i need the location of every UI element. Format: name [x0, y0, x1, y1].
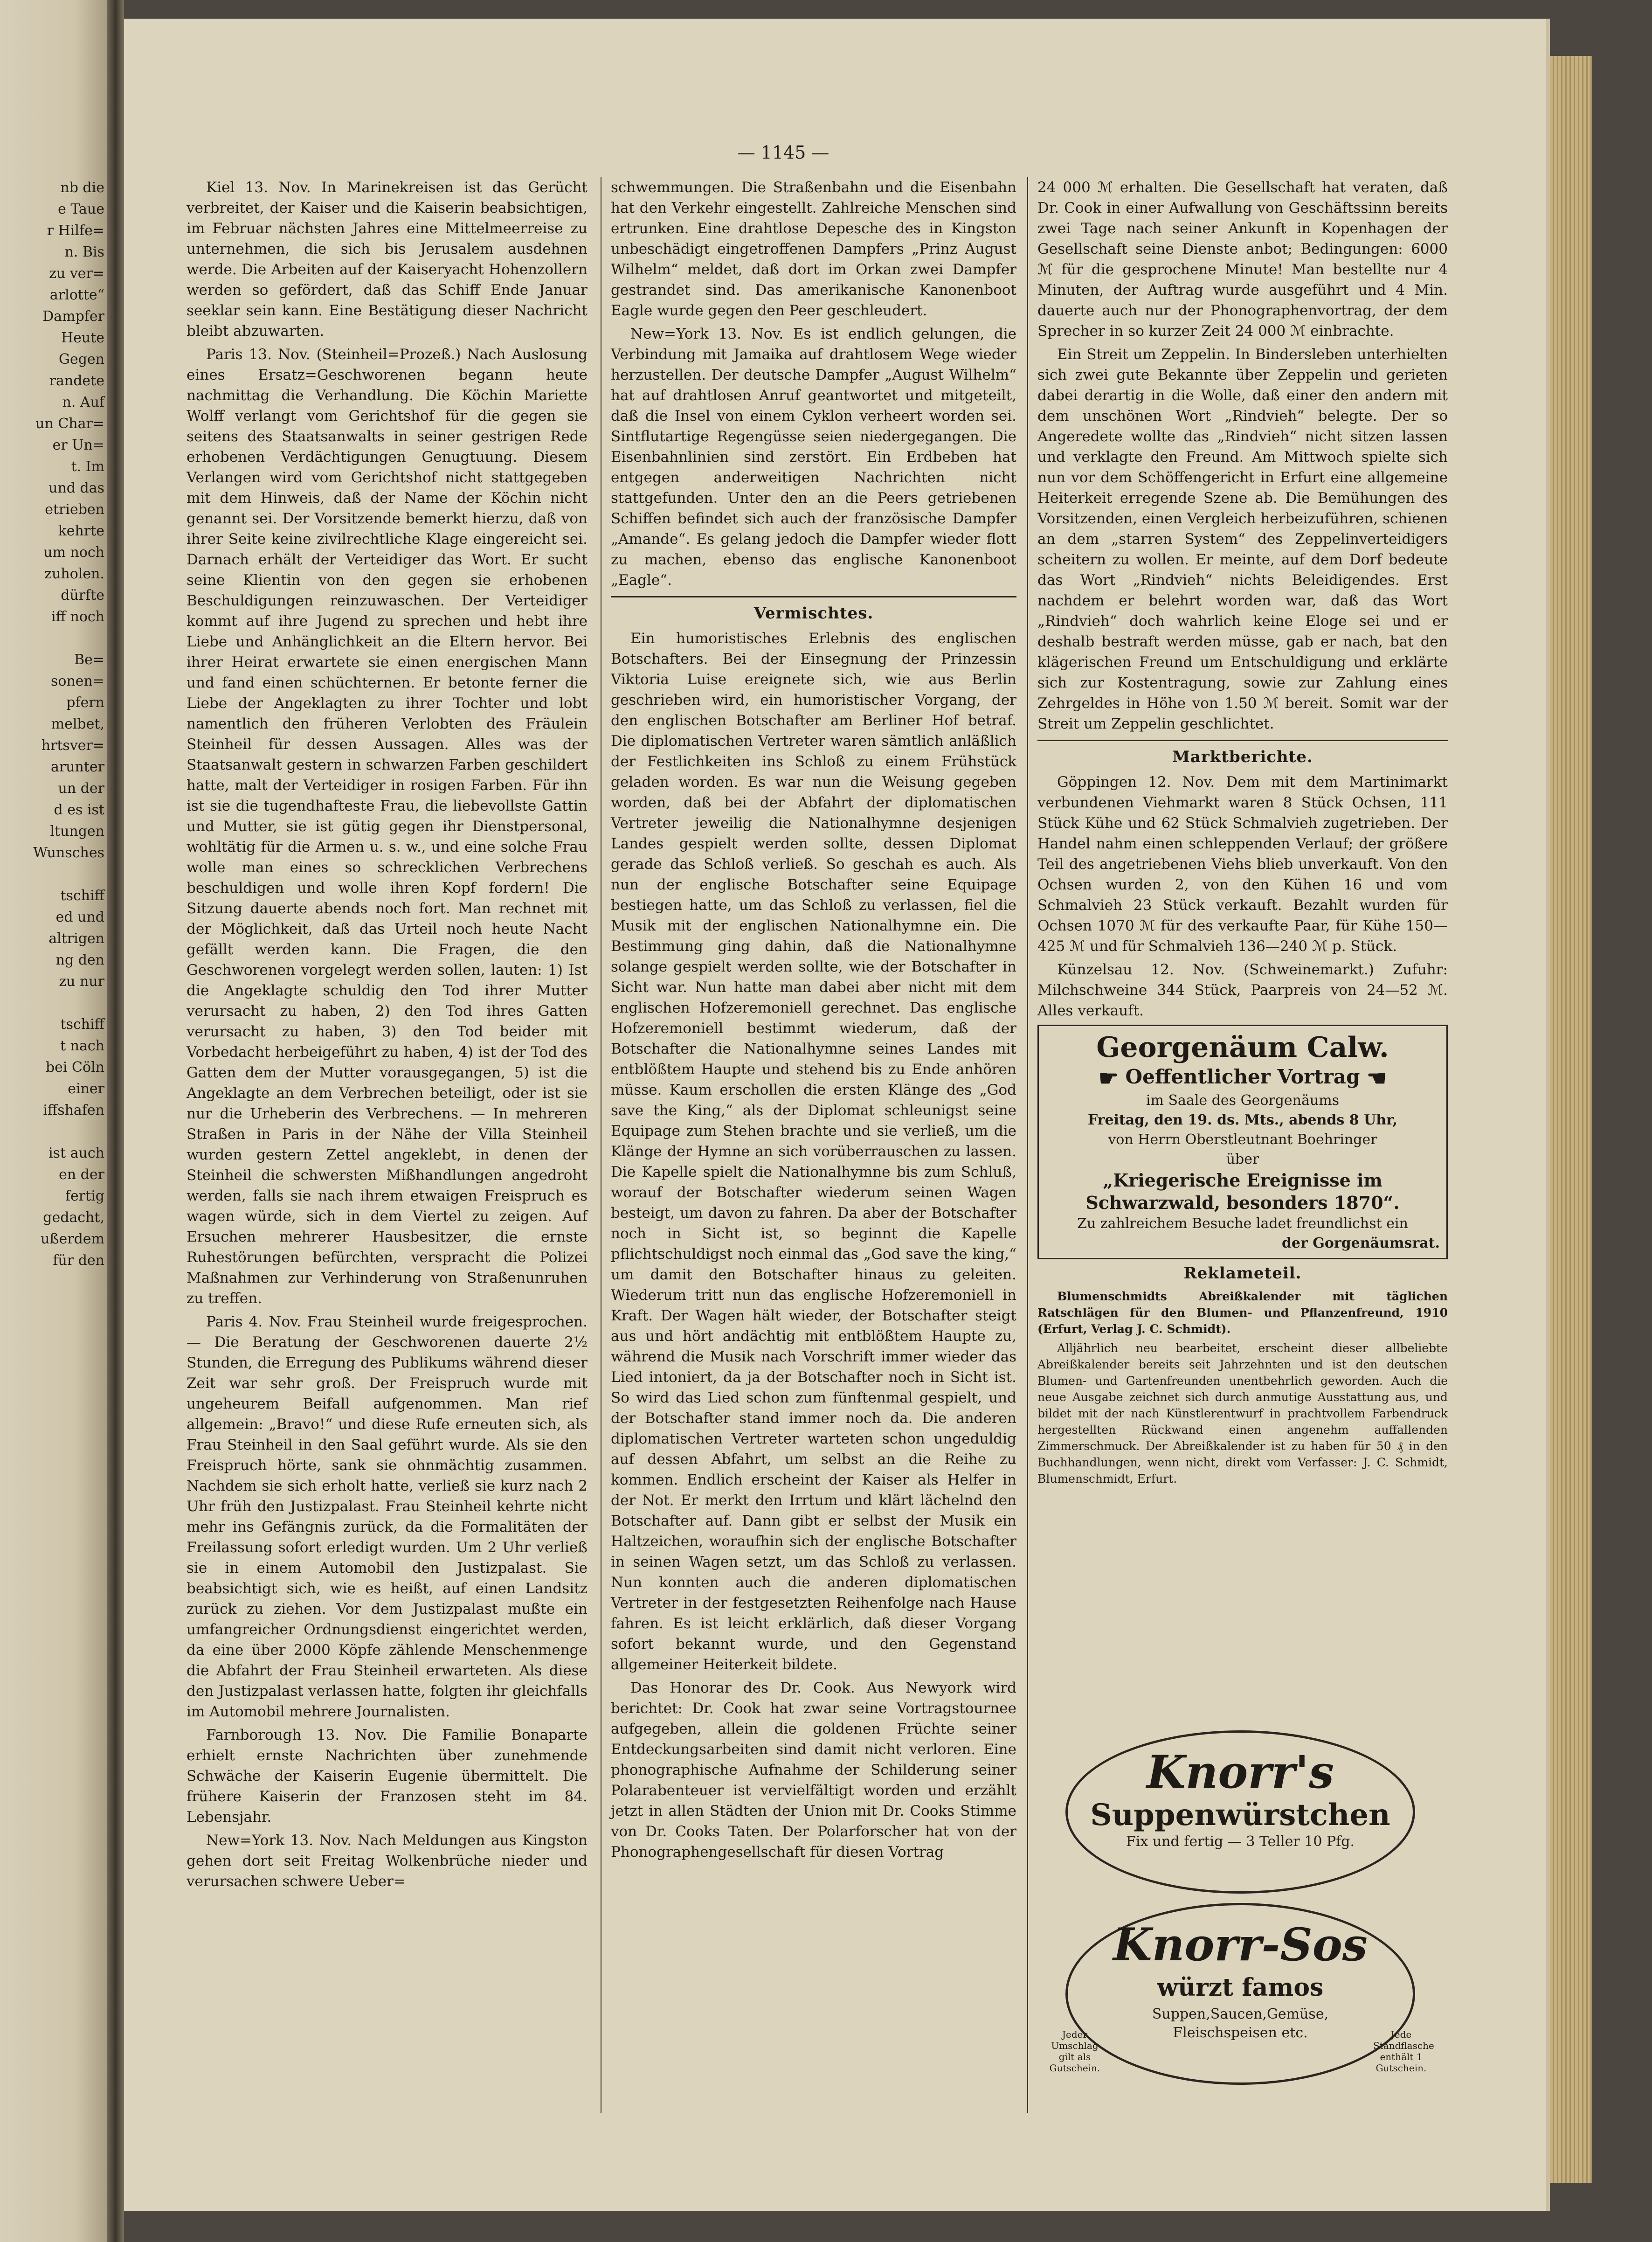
- ad-line: über: [1226, 1151, 1259, 1167]
- knorr-note-left: Jeder Umschlag gilt als Gutschein.: [1049, 2029, 1100, 2074]
- knorr-product-top: Suppenwürstchen: [1090, 1798, 1390, 1832]
- left-page-line: er Un=: [52, 437, 104, 453]
- page-edges: [1550, 56, 1592, 2183]
- ad-line: von Herrn Oberstleutnant Boehringer: [1108, 1131, 1377, 1148]
- pointing-hand-icon: ☚: [1367, 1065, 1387, 1091]
- section-heading-vermischtes: Vermischtes.: [753, 604, 874, 623]
- left-page-line: ußerdem: [41, 1231, 104, 1247]
- left-page-line: um noch: [43, 544, 104, 561]
- left-page-line: Gegen: [59, 351, 104, 368]
- article-farnborough: Farnborough 13. Nov. Die Familie Bonaparte erhielt ernste Nachrichten über zunehmende Schwäche der Kaiserin Eugenie übermittelt. Die frühere Kaiserin der Franzosen steht im 84. Lebensjahr.: [187, 1727, 588, 1826]
- ad-subtitle: Oeffentlicher Vortrag: [1125, 1065, 1360, 1088]
- knorr-advertisement: [1047, 1730, 1434, 2085]
- left-page-line: arunter: [50, 759, 104, 775]
- left-page-line: tschiff: [60, 888, 104, 904]
- left-page-line: altrigen: [48, 930, 104, 947]
- left-page-line: für den: [53, 1252, 104, 1269]
- book-gutter: [107, 0, 124, 2242]
- left-page-line: r Hilfe=: [47, 222, 104, 239]
- column-rule: [1027, 177, 1028, 2113]
- reklame-body: Alljährlich neu bearbeitet, erscheint dieser allbeliebte Abreißkalender bereits seit Jahrzehnten und ist den deutschen Blumen- und Gartenfreunden unentbehrlich geworden. Auch die neue Ausgabe zeichnet sich durch anmutige Ausstattung aus, und bildet mit der nach Künstlerentwurf in prachtvollem Farbendruck hergestellten Rückwand einen angenehm auffallenden Zimmerschmuck. Der Abreißkalender ist zu haben für 50 ₰ in den Buchhandlungen, wenn nicht, direkt vom Verfasser: J. C. Schmidt, Blumenschmidt, Erfurt.: [1037, 1341, 1448, 1485]
- article-cook-cont: 24 000 ℳ erhalten. Die Gesellschaft hat veraten, daß Dr. Cook in einer Aufwallung von Geschäftssinn bereits zwei Tage nach seiner Ankunft in Kopenhagen der Gesellschaft seine Dienste anbot; Bedingungen: 6000 ℳ für die gesprochene Minute! Man bestellte nur 4 Minuten, der Auftrag wurde ausgeführt und 4 Min. dauerte auch nur der Phonographenvortrag, der dem Sprecher in so kurzer Zeit 24 000 ℳ einbrachte.: [1037, 179, 1448, 340]
- knorr-product-bottom: würzt famos: [1157, 1973, 1324, 2002]
- left-page-line: zu nur: [59, 973, 104, 990]
- left-page-line: t. Im: [71, 458, 104, 475]
- left-page-line: melbet,: [51, 716, 104, 732]
- left-page-line: und das: [48, 480, 104, 496]
- left-page-line: Dampfer: [42, 308, 104, 325]
- left-page-line: en der: [59, 1166, 104, 1183]
- left-page-line: iffshafen: [43, 1102, 104, 1118]
- left-page-line: sonen=: [51, 673, 104, 689]
- left-page-line: t nach: [60, 1038, 104, 1054]
- ad-line: im Saale des Georgenäums: [1146, 1092, 1340, 1109]
- left-page-line: etrieben: [45, 501, 104, 518]
- left-page-line: ng den: [55, 952, 104, 968]
- ad-lecture-topic: „Kriegerische Ereignisse im Schwarzwald, besonders 1870“.: [1085, 1170, 1400, 1213]
- market-goeppingen: Göppingen 12. Nov. Dem mit dem Martinimarkt verbundenen Viehmarkt waren 8 Stück Ochsen, 111 Stück Kühe und 62 Stück Schmalvieh zugetrieben. Der Handel nahm einen schleppenden Verlauf; der größere Teil des angetriebenen Viehs blieb unverkauft. Von den Ochsen wurden 2, von den Kühen 16 und vom Schmalvieh 23 Stück verkauft. Bezahlt wurden für Ochsen 1070 ℳ für des verkaufte Paar, für Kühe 150—425 ℳ und für Schmalvieh 136—240 ℳ p. Stück.: [1037, 774, 1448, 955]
- ad-signature: der Gorgenäumsrat.: [1281, 1235, 1440, 1251]
- ad-title: Georgenäum Calw.: [1096, 1031, 1389, 1064]
- section-rule: [611, 596, 1016, 597]
- left-page-line: einer: [68, 1081, 104, 1097]
- left-page-line: e Taue: [58, 201, 104, 217]
- left-page-line: un der: [58, 780, 104, 797]
- left-page-line: gedacht,: [43, 1209, 104, 1226]
- column-1: [187, 177, 588, 1895]
- knorr-oval-bottom: [1065, 1903, 1415, 2085]
- article-cook-honorar: Das Honorar des Dr. Cook. Aus Newyork wird berichtet: Dr. Cook hat zwar seine Vortragstournee aufgegeben, allein die goldenen Früchte seiner Entdeckungsarbeiten sind damit nicht verloren. Eine phonographische Aufnahme der Schilderung seiner Polarabenteuer ist vervielfältigt worden und erzählt jetzt in allen Städten der Union mit Dr. Cooks Stimme von Dr. Cooks Taten. Der Polarforscher hat von der Phonographengesellschaft für diesen Vortrag: [611, 1680, 1016, 1860]
- left-page-line: n. Bis: [64, 244, 104, 260]
- section-heading-markt: Marktberichte.: [1172, 748, 1313, 766]
- article-ambassador: Ein humoristisches Erlebnis des englischen Botschafters. Bei der Einsegnung der Prinzessin Viktoria Luise ereignete sich, wie aus Berlin geschrieben wird, ein humoristischer Vorgang, der den englischen Botschafter am Berliner Hof betraf. Die diplomatischen Vertreter waren sämtlich anläßlich der Festlichkeiten ins Schloß zu einem Frühstück geladen worden. Es war nun die Weisung gegeben worden, daß bei der Abfahrt der diplomatischen Vertreter jeweilig die Nationalhymne desjenigen Landes gespielt werden sollte, dessen Diplomat gerade das Schloß verließ. So geschah es auch. Als nun der englische Botschafter seine Equipage bestiegen hatte, um das Schloß zu verlassen, fiel die Musik mit der englischen Nationalhymne ein. Die Bestimmung ging dahin, daß die Nationalhymne solange gespielt werden sollte, wie der Botschafter in Sicht war. Nun hatte man dabei aber nicht mit dem englischen Hofzeremoniell gerechnet. Das englische Hofzeremoniell bestimmt wiederum, daß der Botschafter die Nationalhymne seines Landes mit entblößtem Haupte und stehend bis zu Ende anhören müsse. Kaum erschollen die ersten Klänge des „God save the King,“ als der Diplomat schleunigst seine Equipage zum Stehen brachte und sie verließ, um die Klänge der Hymne an sich vorüberrauschen zu lassen. Die Kapelle spielt die Nationalhymne bis zum Schluß, worauf der Botschafter wiederum seinen Wagen besteigt, um davon zu fahren. Da aber der Botschafter noch in Sicht ist, so beginnt die Kapelle pflichtschuldigst noch einmal das „God save the king,“ um damit den Botschafter hinaus zu geleiten. Wiederum tritt nun das englische Hofzeremoniell in Kraft. Der Wagen hält wieder, der Botschafter steigt aus und hört andächtig mit entblößtem Haupte zu, während die Musik nach Vorschrift immer wieder das Lied intoniert, da ja der Botschafter noch in Sicht ist. So wird das Lied schon zum fünftenmal gespielt, und der Botschafter stand immer noch da. Die anderen diplomatischen Vertreter warteten schon ungeduldig auf dessen Abfahrt, um selbst an die Reihe zu kommen. Endlich erscheint der Kaiser als Helfer in der Not. Er merkt den Irrtum und klärt lächelnd den Botschafter auf. Dann gibt er selbst der Musik ein Haltzeichen, woraufhin sich der englische Botschafter in seinen Wagen setzt, um das Schloß zu verlassen. Nun konnten auch die anderen diplomatischen Vertreter in der festgesetzten Reihenfolge nach Hause fahren. Es ist leicht erklärlich, daß dieser Vorgang sofort bekannt wurde, und den Gegenstand allgemeiner Heiterkeit bildete.: [611, 630, 1016, 1673]
- left-page-line: Wunsches: [33, 845, 104, 861]
- left-page-line: kehrte: [58, 523, 104, 539]
- left-page-line: Heute: [61, 330, 104, 346]
- market-kuenzelsau: Künzelsau 12. Nov. (Schweinemarkt.) Zufuhr: Milchschweine 344 Stück, Paarpreis von 24—52 ℳ. Alles verkauft.: [1037, 961, 1448, 1019]
- article-newyork-1-cont: schwemmungen. Die Straßenbahn und die Eisenbahn hat den Verkehr eingestellt. Zahlreiche Menschen sind ertrunken. Eine drahtlose Depesche des in Kingston unbeschädigt eingetroffenen Dampfers „Prinz August Wilhelm“ meldet, daß dort im Orkan zwei Dampfer gestrandet sind. Das amerikanische Kanonenboot Eagle wurde gegen den Peer geschleudert.: [611, 179, 1016, 319]
- left-page-fragment: [0, 0, 107, 2242]
- knorr-slogan-bottom: Suppen,Saucen,Gemüse, Fleischspeisen etc.: [1152, 2006, 1329, 2041]
- left-page-line: d es ist: [54, 802, 104, 818]
- column-3: [1037, 177, 1448, 1490]
- page-number: — 1145 —: [737, 142, 829, 163]
- left-page-line: ed und: [55, 909, 104, 925]
- left-page-line: zuholen.: [44, 566, 104, 582]
- left-page-line: tschiff: [60, 1016, 104, 1033]
- left-page-line: ltungen: [50, 823, 104, 840]
- column-2: [611, 177, 1016, 1865]
- left-page-line: un Char=: [35, 416, 104, 432]
- left-page-line: fertig: [65, 1188, 104, 1204]
- article-paris-steinheil-trial: Paris 13. Nov. (Steinheil=Prozeß.) Nach Auslosung eines Ersatz=Geschworenen begann heute nachmittag die Verhandlung. Die Köchin Mariette Wolff verlangt vom Gerichtshof für die gegen sie seitens des Staatsanwalts in seiner gestrigen Rede erhobenen Verdächtigungen Genugtuung. Diesem Verlangen wird vom Gerichtshof nicht stattgegeben mit dem Hinweis, daß der Name der Köchin nicht genannt sei. Der Vorsitzende bemerkt hierzu, daß von ihrer Seite keine zivilrechtliche Klage eingereicht sei. Darnach erhält der Verteidiger das Wort. Er sucht seine Klientin von den gegen sie erhobenen Beschuldigungen reinzuwaschen. Der Verteidiger kommt auf ihre Jugend zu sprechen und hebt ihre Liebe und Anhänglichkeit an die Eltern hervor. Bei ihrer Heirat erwartete sie einen energischen Mann und fand einen schüchternen. Er betonte ferner die Liebe der Angeklagten zu ihrer Tochter und lobt namentlich den früheren Verlobten des Fräulein Steinheil für dessen Aussagen. Alles was der Staatsanwalt gestern in schwarzen Farben geschildert hatte, malt der Verteidiger in rosigen Farben. Für ihn ist sie die tugendhafteste Frau, die liebevollste Gattin und Mutter, sie ist gütig gegen ihr Dienstpersonal, wohltätig für die Armen u. s. w., und eine solche Frau wolle man eines so schrecklichen Verbrechens beschuldigen und wolle ihren Kopf fordern! Die Sitzung dauerte abends noch fort. Man rechnet mit der Möglichkeit, daß das Urteil noch heute Nacht gefällt werden kann. Die Fragen, die den Geschworenen vorgelegt werden sollen, lauten: 1) Ist die Angeklagte schuldig den Tod ihrer Mutter verursacht zu haben, 2) den Tod ihres Gatten verursacht zu haben, 3) den Tod beider mit Vorbedacht herbeigeführt zu haben, 4) ist der Tod des Gatten dem der Mutter vorausgegangen, 5) ist die Angeklagte an dem Verbrechen beteiligt, oder ist sie nur die Urheberin des Verbrechens. — In mehreren Straßen in Paris in der Nähe der Villa Steinheil wurden gestern Zettel angeklebt, in denen der Steinheil die schwersten Mißhandlungen angedroht werden, falls sie nach ihrem etwaigen Freispruch es wagen würde, sich in dem Viertel zu zeigen. Auf Ersuchen mehrerer Hausbesitzer, die ernste Ruhestörungen befürchten, verspracht die Polizei Maßnahmen zur Verhinderung von Straßenunruhen zu treffen.: [187, 346, 588, 1307]
- section-heading-reklame: Reklameteil.: [1183, 1264, 1302, 1283]
- left-page-line: Be=: [74, 652, 104, 668]
- left-page-line: randete: [49, 373, 104, 389]
- knorr-brand-top: Knorr's: [1147, 1746, 1334, 1798]
- left-page-line: dürfte: [61, 587, 104, 604]
- knorr-brand-bottom: Knorr-Sos: [1113, 1918, 1368, 1971]
- knorr-oval-top: [1065, 1730, 1415, 1894]
- left-page-line: zu ver=: [49, 265, 104, 282]
- ad-georgenaeum: [1037, 1025, 1448, 1259]
- left-page-line: iff noch: [51, 609, 104, 625]
- left-page-line: n. Auf: [62, 394, 104, 410]
- pointing-hand-icon: ☛: [1098, 1065, 1119, 1091]
- left-page-line: arlotte“: [49, 287, 104, 303]
- knorr-note-right: Jede Standflasche enthält 1 Gutschein.: [1373, 2029, 1434, 2074]
- article-paris-acquittal: Paris 4. Nov. Frau Steinheil wurde freigesprochen. — Die Beratung der Geschworenen dauerte 2½ Stunden, die Erregung des Publikums während dieser Zeit war sehr groß. Der Freispruch wurde mit ungeheurem Beifall aufgenommen. Man rief allgemein: „Bravo!“ und diese Rufe erneuten sich, als Frau Steinheil in den Saal geführt wurde. Als sie den Freispruch hörte, sank sie ohnmächtig zusammen. Nachdem sie sich erholt hatte, verließ sie kurz nach 2 Uhr früh den Justizpalast. Frau Steinheil kehrte nicht mehr ins Gefängnis zurück, da die Formalitäten der Freilassung sofort erledigt wurden. Um 2 Uhr verließ sie in einem Automobil den Justizpalast. Sie beabsichtigt sich, wie es heißt, auf einen Landsitz zurück zu ziehen. Vor dem Justizpalast mußte ein umfangreicher Ordnungsdienst eingerichtet werden, da eine über 2000 Köpfe zählende Menschenmenge die Abfahrt der Frau Steinheil erwarteten. Als diese den Justizpalast verlassen hatte, folgten ihr gleichfalls im Automobil mehrere Journalisten.: [187, 1313, 588, 1720]
- left-page-line: ist auch: [48, 1145, 104, 1161]
- section-rule: [1037, 740, 1448, 741]
- left-page-line: nb die: [60, 180, 104, 196]
- article-newyork-2: New=York 13. Nov. Es ist endlich gelungen, die Verbindung mit Jamaika auf drahtlosem Wege wieder herzustellen. Der deutsche Dampfer „August Wilhelm“ hat auf drahtlosen Anruf geantwortet und mitgeteilt, daß die Insel von einem Cyklon verheert worden sei. Sintflutartige Regengüsse seien niedergegangen. Die Eisenbahnlinien sind zerstört. Ein Erdbeben hat entgegen anderweitigen Nachrichten nicht stattgefunden. Unter den an die Peers getriebenen Schiffen befindet sich auch der französische Dampfer „Amande“. Es gelang jedoch die Dampfer wieder flott zu machen, ebenso das englische Kanonenboot „Eagle“.: [611, 326, 1016, 589]
- article-newyork-1: New=York 13. Nov. Nach Meldungen aus Kingston gehen dort seit Freitag Wolkenbrüche nieder und verursachen schwere Ueber=: [187, 1832, 588, 1890]
- article-zeppelin: Ein Streit um Zeppelin. In Bindersleben unterhielten sich zwei gute Bekannte über Zeppelin und gerieten dabei derartig in die Wolle, daß einer den andern mit dem unschönen Wort „Rindvieh“ belegte. Der so Angeredete wollte das „Rindvieh“ nicht sitzen lassen und verklagte den Freund. Am Mittwoch spielte sich nun vor dem Schöffengericht in Erfurt eine allgemeine Heiterkeit erregende Szene ab. Die Bemühungen des Vorsitzenden, einen Vergleich herbeizuführen, schienen an dem „starren System“ des Zeppelinverteidigers scheitern zu wollen. Er meinte, auf dem Dorf bedeute das Wort „Rindvieh“ nichts Beleidigendes. Erst nachdem er belehrt worden war, daß das Wort „Rindvieh“ doch wahrlich keine Eloge sei und er deshalb bestraft werden müsse, gab er nach, bat den klägerischen Freund um Entschuldigung und erklärte sich zur Kostentragung, sowie zur Zahlung eines Zehrgeldes in Höhe von 1.50 ℳ bereit. Somit war der Streit um Zeppelin geschlichtet.: [1037, 346, 1448, 732]
- left-page-line: hrtsver=: [41, 737, 104, 754]
- left-page-line: bei Cöln: [45, 1059, 104, 1076]
- left-page-line: pfern: [66, 694, 104, 711]
- reklame-title: Blumenschmidts Abreißkalender mit täglichen Ratschlägen für den Blumen- und Pflanzenfreund, 1910 (Erfurt, Verlag J. C. Schmidt).: [1037, 1290, 1448, 1336]
- knorr-slogan-top: Fix und fertig — 3 Teller 10 Pfg.: [1126, 1833, 1355, 1850]
- article-kiel: Kiel 13. Nov. In Marinekreisen ist das Gerücht verbreitet, der Kaiser und die Kaiserin beabsichtigen, im Februar nächsten Jahres eine Mittelmeerreise zu unternehmen, die sich bis Jerusalem ausdehnen werde. Die Arbeiten auf der Kaiseryacht Hohenzollern werden so gefördert, daß das Schiff Ende Januar seeklar sein kann. Eine Bestätigung dieser Nachricht bleibt abzuwarten.: [187, 179, 588, 340]
- ad-line: Freitag, den 19. ds. Mts., abends 8 Uhr,: [1087, 1112, 1398, 1128]
- ad-line: Zu zahlreichem Besuche ladet freundlichst ein: [1077, 1215, 1408, 1232]
